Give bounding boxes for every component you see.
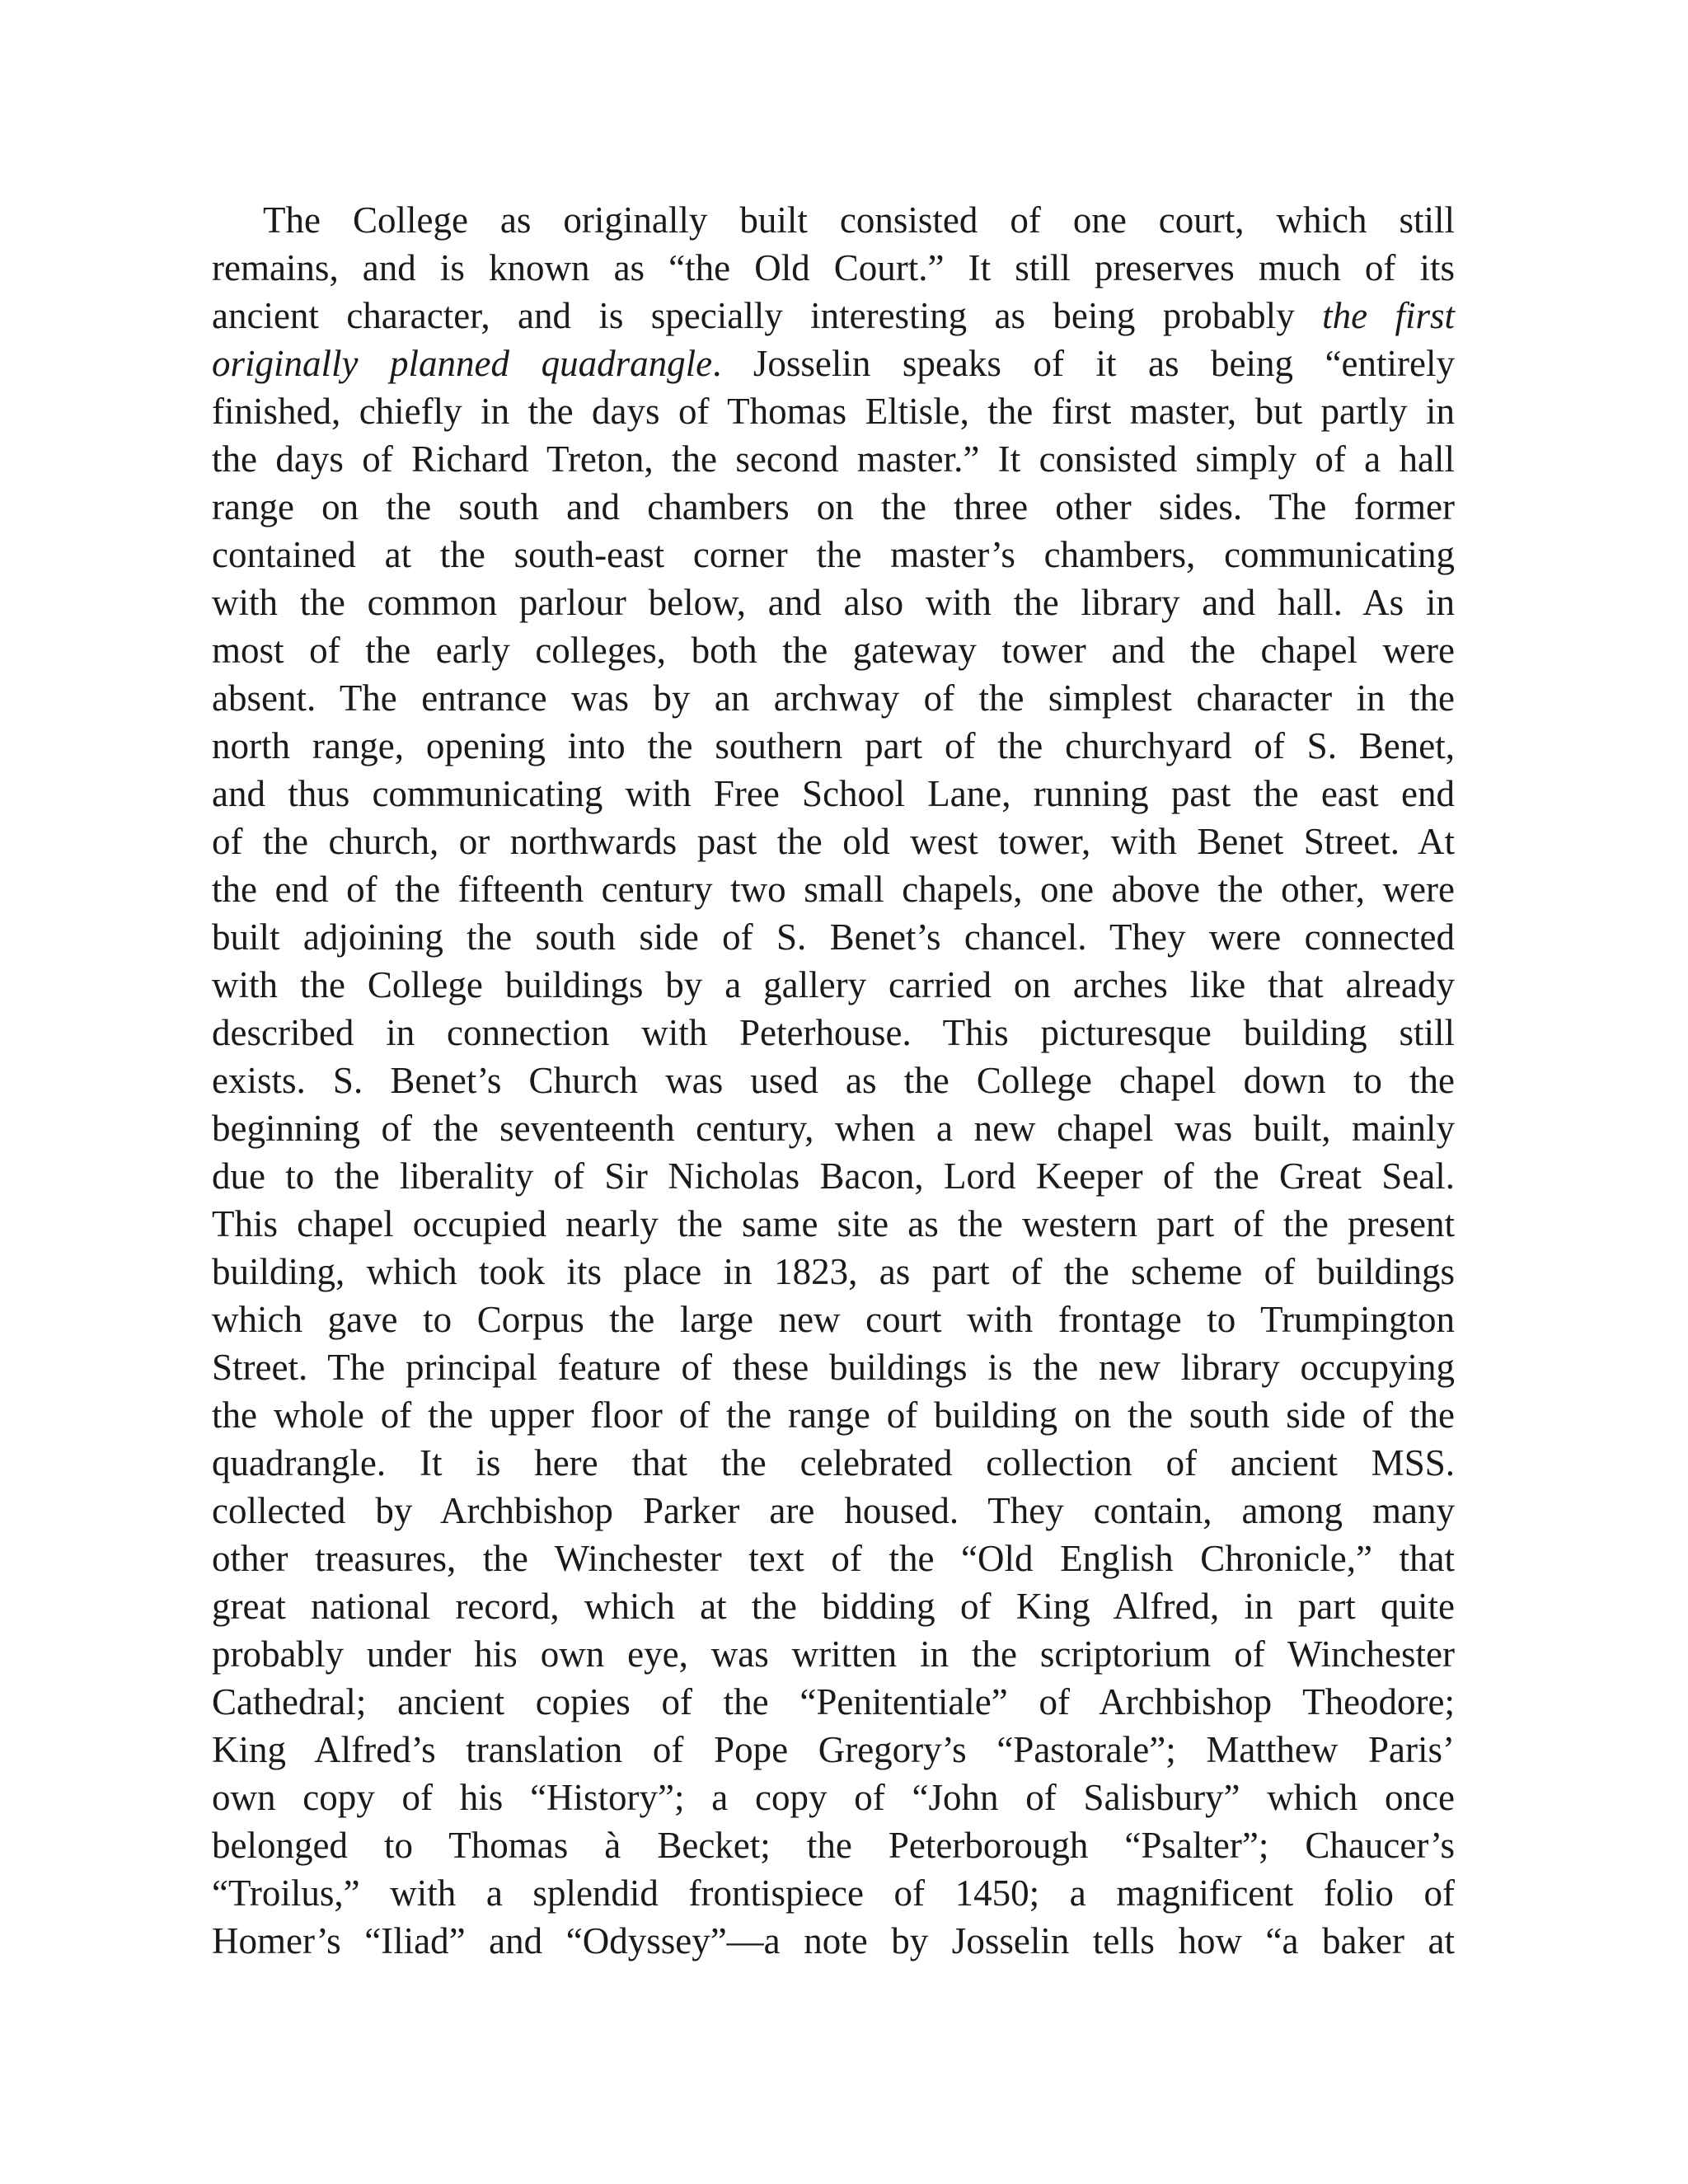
text-line [212, 1630, 1455, 1678]
text-span: contained at the south-east corner the master’s chambers, communicating [212, 534, 1455, 575]
text-line [212, 1821, 1455, 1869]
text-line [212, 770, 1455, 818]
text-span: beginning of the seventeenth century, when a new chapel was built, mainly [212, 1108, 1455, 1149]
text-line [212, 244, 1455, 292]
text-span: finished, chiefly in the days of Thomas Eltisle, the first master, but partly in [212, 391, 1455, 432]
text-line [212, 531, 1455, 579]
text-line [212, 961, 1455, 1009]
text-span: north range, opening into the southern part of the churchyard of S. Benet, [212, 725, 1455, 766]
text-line [212, 1487, 1455, 1535]
text-line [212, 1391, 1455, 1439]
text-span: which gave to Corpus the large new court with frontage to Trumpington [212, 1299, 1455, 1340]
text-line [212, 1439, 1455, 1487]
text-line [212, 1774, 1455, 1821]
text-span: Street. The principal feature of these buildings is the new library occupying [212, 1347, 1455, 1388]
text-span: exists. S. Benet’s Church was used as the College chapel down to the [212, 1060, 1455, 1101]
text-span: building, which took its place in 1823, as part of the scheme of buildings [212, 1251, 1455, 1292]
text-line [212, 1152, 1455, 1200]
text-line [212, 1535, 1455, 1582]
text-line [212, 865, 1455, 913]
text-line [212, 1248, 1455, 1296]
text-span: “Troilus,” with a splendid frontispiece of 1450; a magnificent folio of [212, 1872, 1455, 1914]
text-span: most of the early colleges, both the gateway tower and the chapel were [212, 630, 1455, 671]
text-line [212, 483, 1455, 531]
text-span: great national record, which at the bidding of King Alfred, in part quite [212, 1586, 1455, 1627]
text-span: the whole of the upper floor of the range of building on the south side of the [212, 1394, 1455, 1436]
text-span: collected by Archbishop Parker are housed. They contain, among many [212, 1490, 1455, 1531]
text-line [212, 1678, 1455, 1726]
text-line [212, 196, 1455, 244]
text-span: absent. The entrance was by an archway of the simplest character in the [212, 677, 1455, 719]
text-line [212, 626, 1455, 674]
text-line [212, 435, 1455, 483]
text-line [212, 1582, 1455, 1630]
text-line [212, 722, 1455, 770]
text-span: King Alfred’s translation of Pope Gregory’s “Pastorale”; Matthew Paris’ [212, 1729, 1455, 1770]
text-span: probably under his own eye, was written in the scriptorium of Winchester [212, 1633, 1455, 1675]
text-span: range on the south and chambers on the three other sides. The former [212, 486, 1455, 527]
text-span: with the College buildings by a gallery carried on arches like that already [212, 964, 1455, 1005]
text-span: Homer’s “Iliad” and “Odyssey”—a note by Josselin tells how “a baker at [212, 1920, 1455, 1961]
text-line [212, 579, 1455, 626]
body-paragraph [212, 196, 1455, 1965]
text-span: due to the liberality of Sir Nicholas Bacon, Lord Keeper of the Great Seal. [212, 1155, 1455, 1197]
text-span: of the church, or northwards past the old west tower, with Benet Street. At [212, 821, 1455, 862]
text-line [212, 1200, 1455, 1248]
text-span: the days of Richard Treton, the second master.” It consisted simply of a hall [212, 438, 1455, 480]
text-line [212, 1296, 1455, 1343]
text-line [212, 1726, 1455, 1774]
text-line [212, 913, 1455, 961]
text-line [212, 292, 1455, 340]
text-span: remains, and is known as “the Old Court.” It still preserves much of its [212, 247, 1455, 288]
text-span: The College as originally built consisted of one court, which still [263, 199, 1455, 241]
text-span: described in connection with Peterhouse. This picturesque building still [212, 1012, 1455, 1053]
text-line [212, 1869, 1455, 1917]
text-line [212, 1057, 1455, 1104]
text-span: quadrangle. It is here that the celebrated collection of ancient MSS. [212, 1442, 1455, 1483]
text-span: other treasures, the Winchester text of the “Old English Chronicle,” that [212, 1538, 1455, 1579]
text-span: . Josselin speaks of it as being “entirely [712, 343, 1455, 384]
text-span: and thus communicating with Free School Lane, running past the east end [212, 773, 1455, 814]
text-line [212, 674, 1455, 722]
text-line [212, 1104, 1455, 1152]
text-span: ancient character, and is specially interesting as being probably [212, 295, 1323, 336]
text-span: with the common parlour below, and also with the library and hall. As in [212, 582, 1455, 623]
text-span: Cathedral; ancient copies of the “Penitentiale” of Archbishop Theodore; [212, 1681, 1455, 1722]
text-line [212, 1917, 1455, 1965]
text-line [212, 387, 1455, 435]
text-line [212, 340, 1455, 387]
text-span: This chapel occupied nearly the same site as the western part of the present [212, 1203, 1455, 1244]
text-span: the end of the fifteenth century two small chapels, one above the other, were [212, 869, 1455, 910]
text-line [212, 1343, 1455, 1391]
text-span: built adjoining the south side of S. Benet’s chancel. They were connected [212, 916, 1455, 958]
text-span: belonged to Thomas à Becket; the Peterborough “Psalter”; Chaucer’s [212, 1825, 1455, 1866]
text-line [212, 1009, 1455, 1057]
italic-text: the first [1322, 295, 1455, 336]
text-span: own copy of his “History”; a copy of “John of Salisbury” which once [212, 1777, 1455, 1818]
italic-text: originally planned quadrangle [212, 343, 713, 384]
text-line [212, 818, 1455, 865]
